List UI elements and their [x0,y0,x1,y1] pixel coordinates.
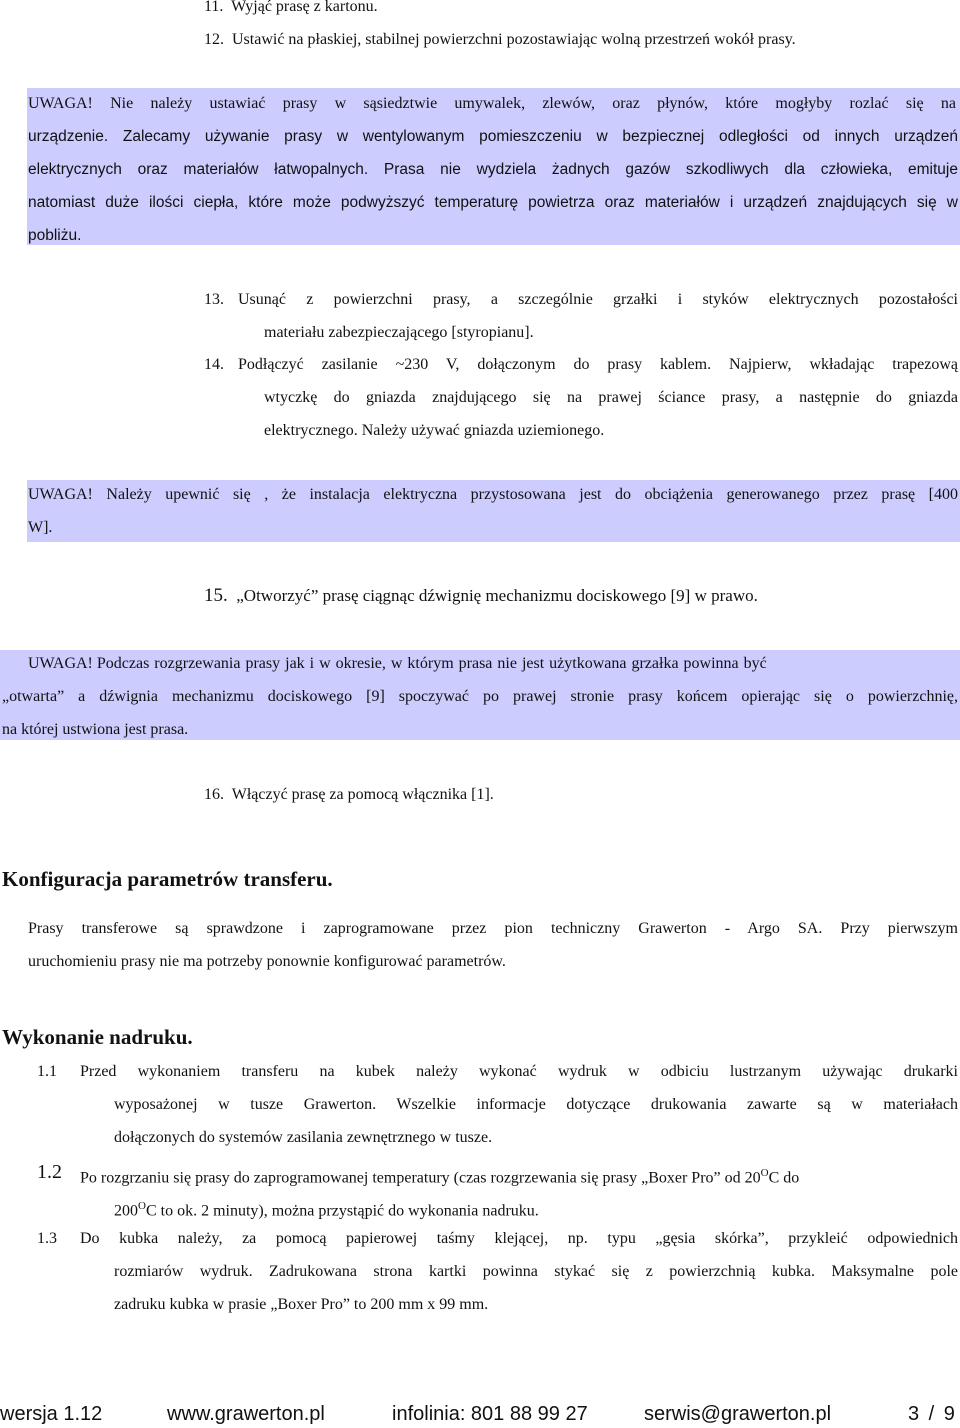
footer-infoline: infolinia: 801 88 99 27 [392,1403,588,1425]
footer-email[interactable]: serwis@grawerton.pl [644,1403,832,1425]
warning-1-text: UWAGA! Nie należy ustawiać prasy w sąsiedztwie umywalek, zlewów, oraz płynów, które mogłyby rozlać się na [28,95,956,112]
item-text-line [114,1195,539,1222]
step-14-text: Podłączyć zasilanie ~230 V, dołączonym do prasy kablem. Najpierw, wkładając trapezową [238,356,958,373]
warning-label: UWAGA! [28,655,93,672]
step-13-number: 13. [204,291,224,308]
item-text: wyposażonej w tusze Grawerton. Wszelkie informacje dotyczące drukowania zawarte są w materiałach [114,1096,958,1113]
warning-1-text: elektrycznych oraz materiałów łatwopalnych. Prasa nie wydziela żadnych gazów szkodliwych dla człowieka, emituje [28,161,958,178]
item-text: 200 [114,1202,138,1220]
step-14-text: elektrycznego. Należy używać gniazda uziemionego. [264,422,605,439]
warning-2-line [28,484,958,506]
item-text: C do [768,1169,800,1187]
item-text-line [80,1162,958,1189]
item-number: 1.3 [37,1230,57,1247]
item-text: Przed wykonaniem transferu na kubek należy wykonać wydruk w odbiciu lustrzanym używając drukarki [80,1063,958,1080]
item-text: dołączonych do systemów zasilania zewnętrznego w tusze. [114,1129,493,1146]
warning-label: UWAGA! [28,486,93,503]
warning-3-text: Podczas rozgrzewania prasy jak i w okresie, w którym prasa nie jest użytkowana grzałka powinna być [96,655,767,672]
item-text: Po rozgrzaniu się prasy do zaprogramowanej temperatury (czas rozgrzewania się prasy „Boxer Pro” od 20 [80,1169,761,1187]
warning-2-line: W]. [28,519,53,536]
section-heading-config: Konfiguracja parametrów transferu. [2,867,333,891]
warning-1-line [28,225,81,247]
item-text: rozmiarów wydruk. Zadrukowana strona kartki powinna stykać się z powierzchnią kubka. Maksymalne pole [114,1263,958,1280]
step-number: 12. [204,31,224,48]
step-13-text: Usunąć z powierzchni prasy, a szczególnie grzałki i styków elektrycznych pozostałości [238,291,958,308]
item-number: 1.1 [37,1063,57,1080]
section-heading-print: Wykonanie nadruku. [2,1025,193,1049]
step-text: „Otworzyć” prasę ciągnąc dźwignię mechanizmu dociskowego [9] w prawo. [236,586,758,605]
step-text: Włączyć prasę za pomocą włącznika [1]. [231,786,494,803]
footer-version: wersja 1.12 [0,1403,103,1425]
footer [0,1398,960,1428]
step-11 [204,0,378,18]
warning-3-line: na której ustwiona jest prasa. [2,721,189,738]
step-text: Wyjąć prasę z kartonu. [231,0,378,15]
warning-1-text: natomiast duże ilości ciepła, które może podwyższyć temperaturę powietrza oraz materiałów i urządzeń znajdujących się w [28,194,958,211]
item-text: zadruku kubka w prasie „Boxer Pro” to 200 mm x 99 mm. [114,1296,489,1313]
warning-3-line: „otwarta” a dźwignia mechanizmu dociskowego [9] spoczywać po prawej stronie prasy końcem opierając się o powierzchnię, [2,688,958,705]
warning-1-line [28,126,958,148]
step-text: Ustawić na płaskiej, stabilnej powierzchni pozostawiając wolną przestrzeń wokół prasy. [232,31,796,48]
warning-2-text: Należy upewnić się , że instalacja elektryczna przystosowana jest do obciążenia generowanego przez prasę [400 [106,486,959,503]
warning-1-line [28,93,956,115]
warning-1-line [28,192,958,214]
step-12 [204,29,796,51]
footer-page-number: 3 / 9 [908,1403,955,1425]
config-text: Prasy transferowe są sprawdzone i zaprogramowane przez pion techniczny Grawerton - Argo SA. Przy pierwszym [28,920,958,937]
superscript-o: O [760,1167,769,1179]
step-13-text: materiału zabezpieczającego [styropianu]. [264,324,534,341]
config-text: uruchomieniu prasy nie ma potrzeby ponownie konfigurować parametrów. [28,953,506,970]
item-text: Do kubka należy, za pomocą papierowej taśmy klejącej, np. typu „gęsia skórka”, przykleić odpowiednich [80,1230,958,1247]
superscript-o: O [138,1200,146,1212]
warning-1-text: urządzenie. Zalecamy używanie prasy w wentylowanym pomieszczeniu w bezpiecznej odległości od innych urządzeń [28,128,958,145]
step-14-number: 14. [204,356,224,373]
item-text: C to ok. 2 minuty), można przystąpić do wykonania nadruku. [145,1202,539,1220]
step-number: 11. [204,0,224,15]
step-number: 16. [204,786,224,803]
warning-1-line [28,159,958,181]
warning-3-line [28,653,767,675]
footer-website[interactable]: www.grawerton.pl [167,1403,325,1425]
step-16 [204,784,494,806]
item-number: 1.2 [37,1161,62,1183]
step-number: 15. [204,585,228,606]
warning-1-text: pobliżu. [28,227,82,244]
step-14-text: wtyczkę do gniazda znajdującego się na prawej ściance prasy, a następnie do gniazda [264,389,958,406]
step-15 [204,585,758,607]
